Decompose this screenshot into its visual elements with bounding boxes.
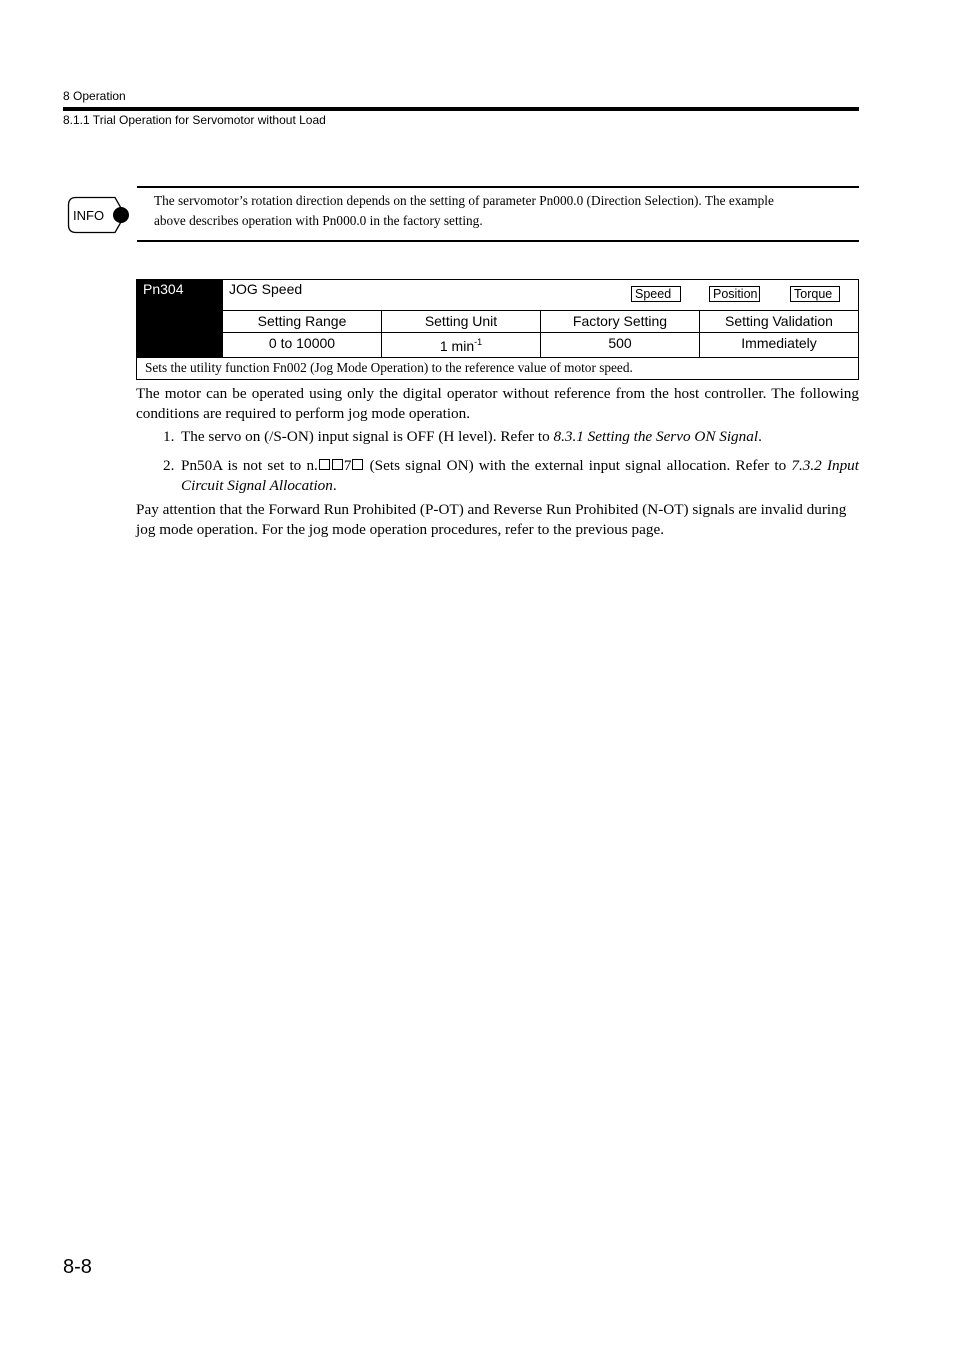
value-setting-unit [381,332,541,358]
value-setting-range: 0 to 10000 [222,332,382,358]
paragraph-intro: The motor can be operated using only the digital operator without reference from the host controller. The following conditions are required to perform jog mode operation. [136,385,859,422]
value-setting-validation: Immediately [699,332,859,358]
list-number: 2. [163,457,175,474]
info-icon-label: INFO [73,208,105,223]
parameter-description: Sets the utility function Fn002 (Jog Mode Operation) to the reference value of motor speed. [145,360,633,375]
tag-torque: Torque [790,286,840,302]
list-text-end: . [758,428,762,445]
parameter-name: JOG Speed [229,281,303,297]
list-text-prefix: Pn50A is not set to n. [181,457,318,474]
column-setting-validation: Setting Validation [699,310,859,333]
section-header: 8.1.1 Trial Operation for Servomotor without Load [63,113,326,127]
info-text-line2: above describes operation with Pn000.0 in the factory setting. [154,212,483,228]
setting-unit-exponent: -1 [474,337,483,347]
list-text [181,427,859,447]
parameter-name-cell [222,279,859,311]
info-note [154,191,854,230]
list-text-body: The servo on (/S-ON) input signal is OFF (H level). Refer to [181,428,554,445]
info-icon [67,196,133,234]
info-text-line1: The servomotor’s rotation direction depends on the setting of parameter Pn000.0 (Direction Selection). The example [154,193,774,208]
list-text-end: . [332,476,337,494]
setting-digit: 7 [343,457,352,474]
chapter-header: 8 Operation [63,89,126,103]
column-setting-range: Setting Range [222,310,382,333]
cross-reference: 8.3.1 Setting the Servo ON Signal [553,428,759,445]
placeholder-digit-box [319,459,330,470]
list-item [163,427,859,447]
list-text [181,456,859,495]
list-number: 1. [163,428,175,445]
parameter-code: Pn304 [143,281,184,297]
tag-position: Position [709,286,760,302]
paragraph-note: Pay attention that the Forward Run Prohibited (P-OT) and Reverse Run Prohibited (N-OT) signals are invalid during jog mode operation. For the jog mode operation procedures, refer to the previous page. [136,501,847,538]
tag-speed: Speed [631,286,681,302]
cross-reference: 7.3.2 Input Circuit Signal Allocation [181,457,859,494]
placeholder-digit-box [332,459,343,470]
info-rule-top [137,186,859,188]
value-factory-setting: 500 [540,332,700,358]
parameter-table [136,279,859,380]
list-item [163,456,859,495]
page-number: 8-8 [63,1256,92,1278]
header-rule [63,107,859,111]
list-text-body: (Sets signal ON) with the external input signal allocation. Refer to [364,457,792,474]
column-factory-setting: Factory Setting [540,310,700,333]
column-setting-unit: Setting Unit [381,310,541,333]
setting-unit-base: 1 min [439,338,475,354]
info-rule-bottom [137,240,859,242]
placeholder-digit-box [352,459,363,470]
